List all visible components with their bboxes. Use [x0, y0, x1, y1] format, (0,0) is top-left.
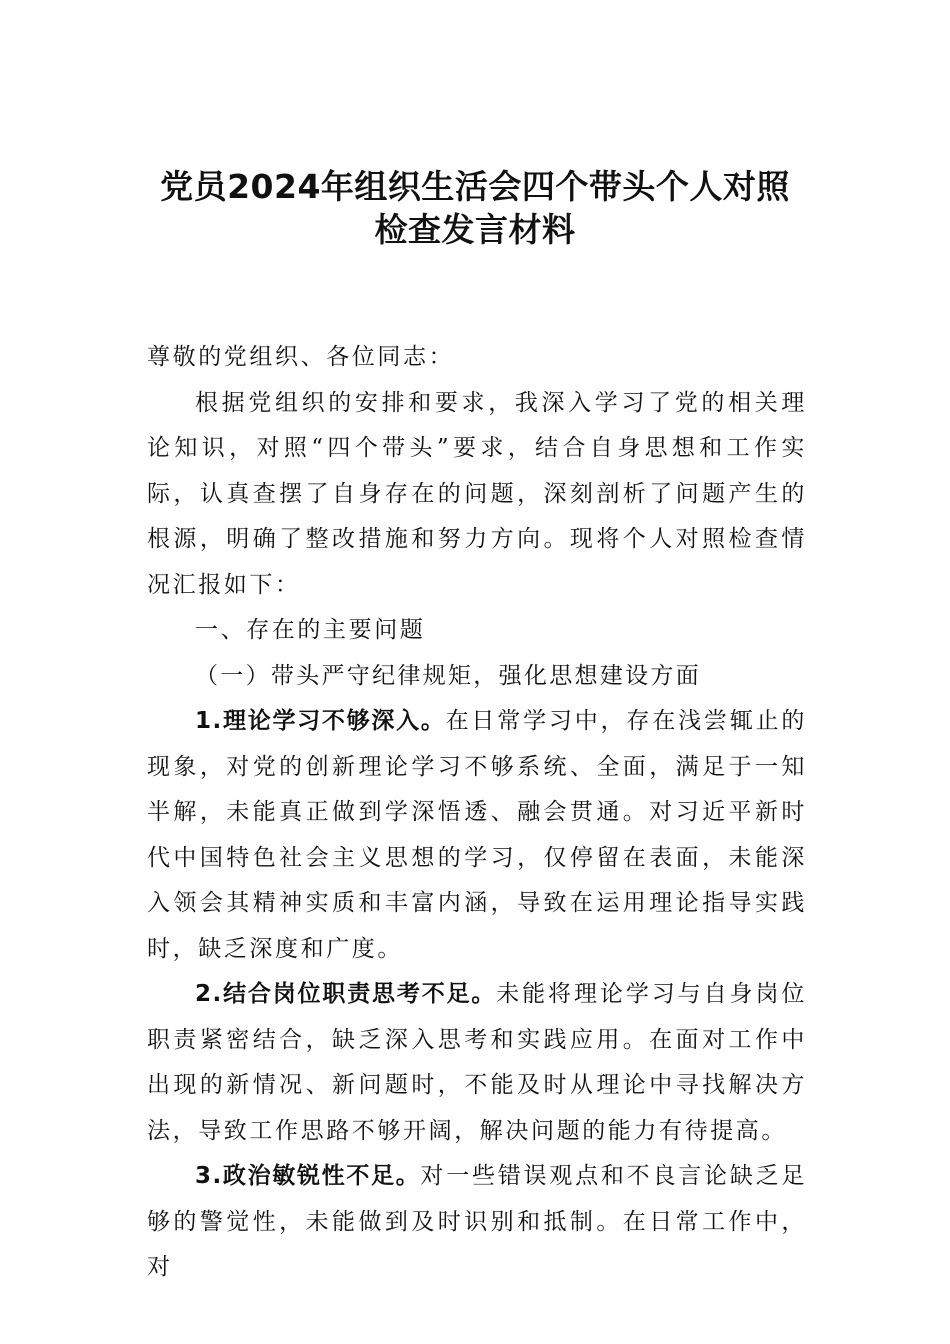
point-title-3: 3.政治敏锐性不足。 — [195, 1163, 421, 1189]
subsection-heading-1: （一）带头严守纪律规矩，强化思想建设方面 — [195, 662, 701, 689]
point-text-2: 未能将理论学习与自身岗位职责紧密结合，缺乏深入思考和实践应用。在面对工作中出现的新情况、新问题时，不能及时从理论中寻找解决方法，导致工作思路不够开阔，解决问题的能力有待提高。 — [147, 981, 807, 1144]
document-title-line-1: 党员2024年组织生活会四个带头个人对照 — [160, 167, 790, 206]
point-paragraph-3 — [147, 1154, 807, 1291]
document-body — [147, 335, 807, 1291]
point-title-2: 2.结合岗位职责思考不足。 — [195, 981, 497, 1007]
section-heading-1: 一、存在的主要问题 — [195, 617, 426, 643]
point-paragraph-2 — [147, 972, 807, 1154]
salutation: 尊敬的党组织、各位同志： — [147, 344, 455, 370]
point-paragraph-1 — [147, 699, 807, 972]
point-text-3: 对一些错误观点和不良言论缺乏足够的警觉性，未能做到及时识别和抵制。在日常工作中，对 — [147, 1163, 807, 1280]
intro-paragraph: 根据党组织的安排和要求，我深入学习了党的相关理论知识，对照“四个带头”要求，结合自身思想和工作实际，认真查摆了自身存在的问题，深刻剖析了问题产生的根源，明确了整改措施和努力方向。现将个人对照检查情况汇报如下： — [147, 389, 807, 598]
point-title-1: 1.理论学习不够深入。 — [195, 708, 446, 734]
point-text-1: 在日常学习中，存在浅尝辄止的现象，对党的创新理论学习不够系统、全面，满足于一知半解，未能真正做到学深悟透、融会贯通。对习近平新时代中国特色社会主义思想的学习，仅停留在表面，未能深入领会其精神实质和丰富内涵，导致在运用理论指导实践时，缺乏深度和广度。 — [147, 708, 807, 962]
document-title-line-2: 检查发言材料 — [374, 210, 576, 249]
